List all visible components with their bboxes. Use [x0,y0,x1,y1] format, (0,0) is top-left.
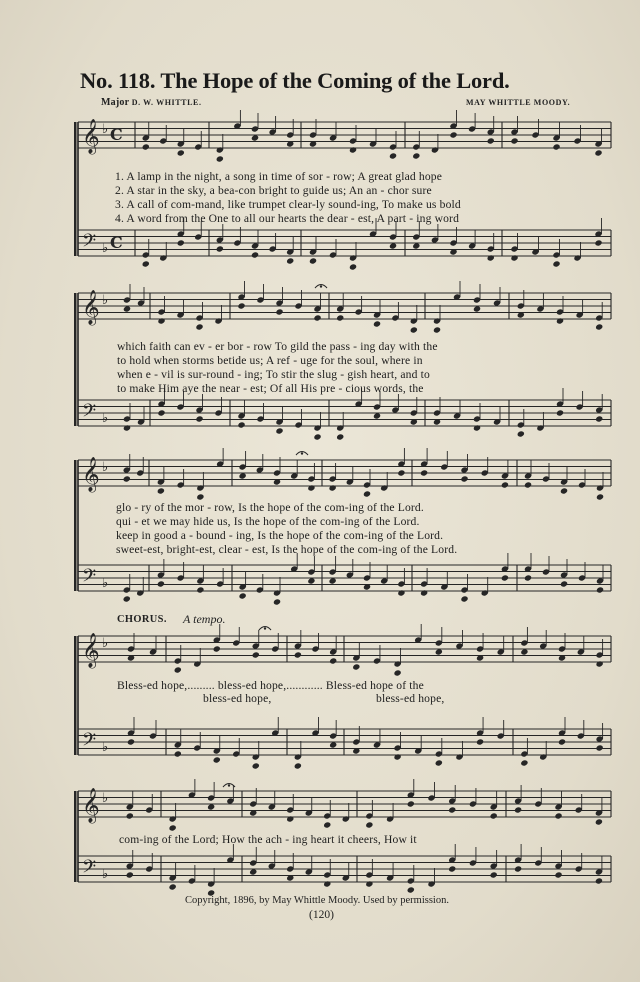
author-name: D. W. WHITTLE. [131,98,202,107]
system-brace [74,791,77,882]
chorus-sub-lyric-b: bless-ed hope, [376,692,445,705]
note-head [490,812,498,819]
note-head [524,574,532,581]
note-head [126,812,134,819]
note-head [473,305,481,312]
flat-icon: ♭ [102,791,109,806]
note-head [373,320,381,327]
note-head [286,257,294,264]
treble-clef-icon: 𝄞 [82,788,100,823]
verse-4-line-2: to make Him aye the near - est; Of all His pre - cious words, the [117,382,424,395]
note-head [157,317,165,324]
note-head [420,589,428,596]
note-head [501,481,509,488]
note-head [524,481,532,488]
verse-4-line-1: 4. A word from the One to all our hearts the dear - est, A part - ing word [115,212,460,225]
verse-2-line-1: 2. A star in the sky, a bea-con bright to guide us; An an - chor sure [115,184,432,197]
note-head [157,487,165,494]
note-head [294,651,302,658]
note-head [123,595,131,602]
note-head [273,598,281,605]
note-head [123,305,131,312]
note-head [309,257,317,264]
verse-2-line-3: qui - et we may hide us, Is the hope of the com-ing of the Lord. [116,515,420,528]
note-head [373,412,381,419]
note-head [307,577,315,584]
system-brace [74,293,77,426]
note-head [157,409,165,416]
treble-clef-icon: 𝄞 [82,119,100,154]
treble-clef-icon: 𝄞 [82,457,100,492]
chorus-line-1: Bless-ed hope,......... bless-ed hope,............ Bless-ed hope of the [117,679,424,692]
note-head [196,493,204,500]
note-head [177,149,185,156]
note-head [476,738,484,745]
note-head [213,756,221,763]
note-head [514,806,522,813]
note-head [237,421,245,428]
flat-icon: ♭ [102,241,109,256]
note-head [207,803,215,810]
note-head [595,877,603,884]
note-head [552,143,560,150]
note-head [213,645,221,652]
note-head [596,493,604,500]
note-head [251,251,259,258]
verse-3-line-3: keep in good a - bound - ing, Is the hope of the com-ing of the Lord. [116,529,444,542]
note-head [490,871,498,878]
chorus-label: CHORUS. [117,614,167,625]
note-head [389,242,397,249]
copyright-notice: Copyright, 1896, by May Whittle Moody. Used by permission. [185,895,449,906]
note-head [275,308,283,315]
note-head [520,759,528,766]
note-head [514,865,522,872]
flat-icon: ♭ [102,460,109,475]
note-head [349,263,357,270]
note-head [410,326,418,333]
note-head [142,260,150,267]
fermata-dot [264,627,266,629]
note-head [239,592,247,599]
verse-3-line-2: when e - vil is sur-round - ing; To stir the slug - gish heart, and to [117,368,430,381]
note-head [323,821,331,828]
note-head [365,880,373,887]
note-head [595,818,603,825]
note-head [363,490,371,497]
verse-3-line-1: 3. A call of com-mand, like trumpet clear-ly sound-ing, To make us bold [115,198,461,211]
note-head [473,424,481,431]
note-head [407,886,415,893]
note-head [365,821,373,828]
note-head [169,824,177,831]
note-head [169,883,177,890]
note-head [157,580,165,587]
note-head [397,469,405,476]
note-head [554,812,562,819]
note-head [560,487,568,494]
note-head [196,586,204,593]
note-head [329,657,337,664]
bass-clef-icon: 𝄢 [82,231,97,256]
flat-icon: ♭ [102,411,109,426]
note-head [487,254,495,261]
note-head [313,314,321,321]
page-number: (120) [309,909,334,921]
note-head [349,146,357,153]
author-prefix: Major [101,97,130,108]
note-head [195,415,203,422]
note-head [510,137,518,144]
note-head [313,433,321,440]
note-head [123,475,131,482]
composer-name: MAY WHITTLE MOODY. [466,98,571,107]
note-head [216,155,224,162]
note-head [352,663,360,670]
bass-clef-icon: 𝄢 [82,857,97,882]
note-head [520,648,528,655]
note-head [420,469,428,476]
system-brace [74,636,77,755]
note-head [460,475,468,482]
system-brace [74,122,77,256]
note-head [336,314,344,321]
note-head [174,750,182,757]
note-head [501,574,509,581]
note-head [560,580,568,587]
note-head [237,302,245,309]
note-head [329,484,337,491]
note-head [307,484,315,491]
note-head [594,149,602,156]
treble-clef-icon: 𝄞 [82,290,100,325]
note-head [174,666,182,673]
fermata-dot [228,784,230,786]
note-head [329,741,337,748]
chorus-line-2: com-ing of the Lord; How the ach - ing heart it cheers, How it [119,833,417,846]
note-head [594,239,602,246]
hymn-number: No. 118. [80,68,156,93]
note-head [397,589,405,596]
note-head [216,245,224,252]
note-head [252,762,260,769]
note-head [249,868,257,875]
note-head [596,660,604,667]
flat-icon: ♭ [102,293,109,308]
verse-4-line-3: sweet-est, bright-est, clear - est, Is the hope of the com-ing of the Lord. [116,543,458,556]
note-head [435,648,443,655]
note-head [393,753,401,760]
flat-icon: ♭ [102,636,109,651]
system-brace [74,460,77,591]
note-head [251,134,259,141]
note-head [286,815,294,822]
note-head [596,744,604,751]
note-head [127,738,135,745]
note-head [195,323,203,330]
note-head [412,152,420,159]
note-head [552,260,560,267]
note-head [329,577,337,584]
note-head [275,427,283,434]
note-head [412,242,420,249]
flat-icon: ♭ [102,867,109,882]
bass-clef-icon: 𝄢 [82,401,97,426]
note-head [239,472,247,479]
hymn-name: The Hope of the Coming of the Lord. [160,68,510,93]
note-head [558,738,566,745]
note-head [556,317,564,324]
note-head [554,871,562,878]
fermata-dot [301,452,303,454]
note-head [142,143,150,150]
note-head [487,137,495,144]
chorus-sub-lyric-a: bless-ed hope, [203,692,272,705]
common-time-icon: C [110,125,123,144]
note-head [126,871,134,878]
note-head [449,131,457,138]
flat-icon: ♭ [102,740,109,755]
verse-1-line-3: glo - ry of the mor - row, Is the hope of the com-ing of the Lord. [116,501,424,514]
flat-icon: ♭ [102,122,109,137]
verse-1-line-1: 1. A lamp in the night, a song in time of sor - row; A great glad hope [115,170,443,183]
note-head [393,669,401,676]
treble-clef-icon: 𝄞 [82,633,100,668]
bass-clef-icon: 𝄢 [82,730,97,755]
bass-clef-icon: 𝄢 [82,566,97,591]
common-time-icon: C [110,233,123,252]
note-head [448,865,456,872]
flat-icon: ♭ [102,576,109,591]
note-head [389,152,397,159]
fermata-dot [320,285,322,287]
note-head [294,762,302,769]
verse-1-line-2: which faith can ev - er bor - row To gild the pass - ing day with the [117,340,438,353]
note-head [177,239,185,246]
note-head [510,254,518,261]
verse-2-line-2: to hold when storms betide us; A ref - uge for the soul, where in [117,354,423,367]
note-head [448,806,456,813]
note-head [407,800,415,807]
note-head [460,595,468,602]
note-head [435,759,443,766]
note-head [323,880,331,887]
note-head [336,433,344,440]
note-head [556,409,564,416]
note-head [595,323,603,330]
note-head [123,424,131,431]
note-head [252,651,260,658]
note-head [433,326,441,333]
note-head [596,586,604,593]
tempo-marking: A tempo. [183,612,226,626]
note-head [595,415,603,422]
note-head [517,430,525,437]
